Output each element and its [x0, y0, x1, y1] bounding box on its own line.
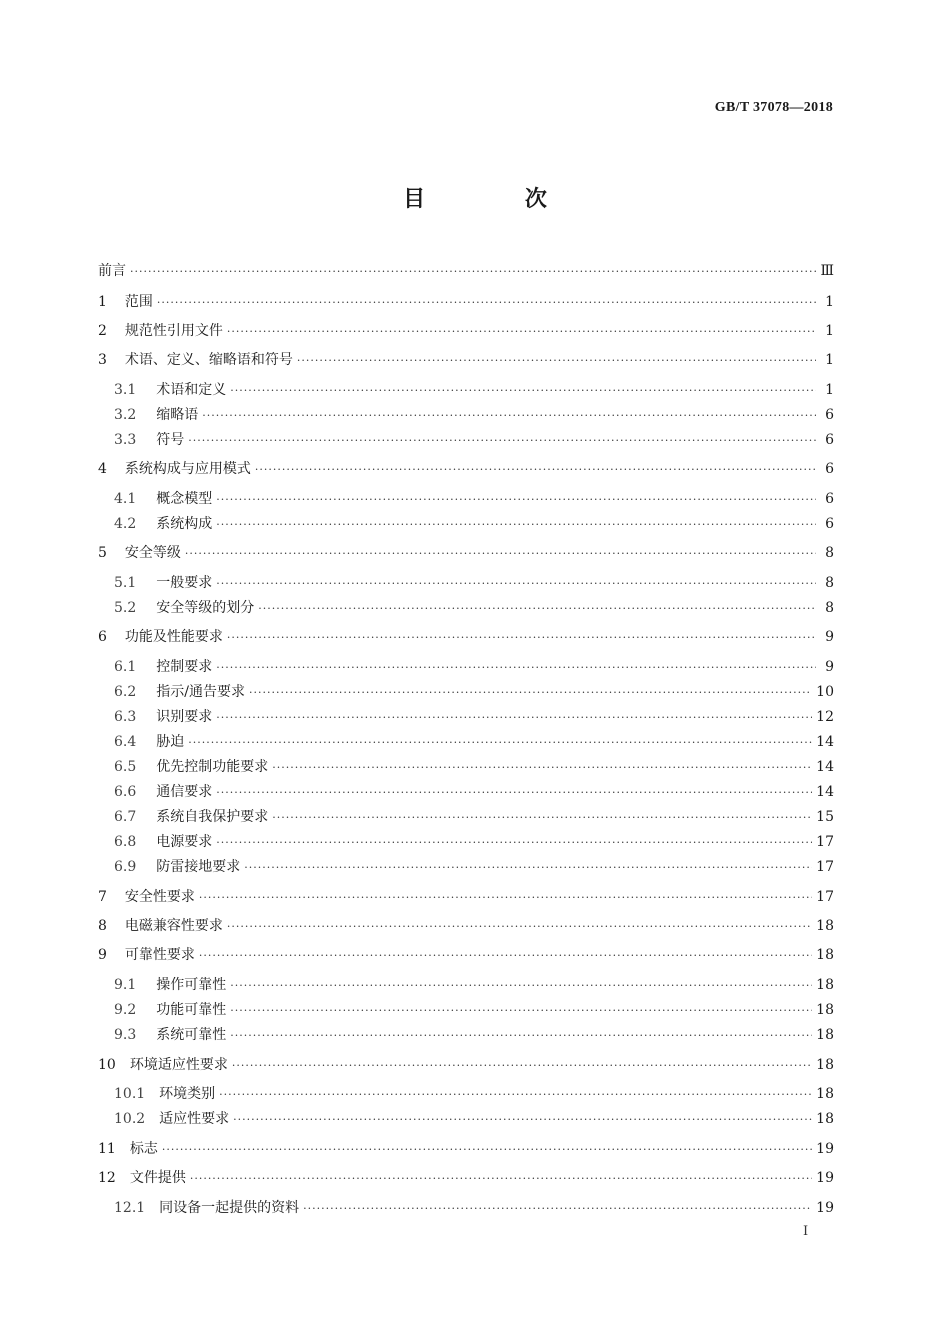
toc-entry[interactable] [98, 574, 834, 593]
toc-leader-dots [297, 352, 816, 370]
toc-entry-number: 8 [98, 918, 107, 934]
toc-entry-page: 6 [825, 432, 834, 448]
toc-leader-dots [185, 545, 816, 563]
toc-entry-number: 6.2 [114, 684, 137, 700]
toc-leader-dots [255, 461, 816, 479]
toc-entry-title: 防雷接地要求 [156, 859, 241, 875]
toc-leader-dots [303, 1200, 812, 1218]
toc-entry-page: 14 [816, 784, 834, 800]
toc-entry[interactable] [98, 858, 834, 877]
toc-leader-dots [232, 1057, 812, 1075]
toc-entry-title: 指示/通告要求 [156, 684, 245, 700]
toc-entry-title: 环境类别 [159, 1086, 216, 1102]
toc-entry-page: 18 [816, 1086, 834, 1102]
page-title: 目 次 [403, 186, 593, 212]
toc-entry-page: 14 [816, 734, 834, 750]
toc-leader-dots [188, 432, 816, 450]
toc-entry-page: 17 [816, 889, 834, 905]
toc-entry[interactable] [98, 1085, 834, 1104]
toc-leader-dots [190, 1170, 812, 1188]
toc-leader-dots [230, 382, 816, 400]
toc-entry[interactable] [98, 833, 834, 852]
toc-entry-number: 6.5 [114, 759, 137, 775]
toc-entry-number: 4.2 [114, 516, 137, 532]
toc-entry-title: 术语、定义、缩略语和符号 [124, 352, 293, 368]
toc-entry-number: 6.3 [114, 709, 137, 725]
page-number: I [803, 1224, 809, 1239]
toc-entry-title: 功能可靠性 [156, 1002, 227, 1018]
toc-entry[interactable] [98, 381, 834, 400]
toc-entry-number: 4 [98, 461, 107, 477]
toc-leader-dots [230, 1027, 812, 1045]
toc-leader-dots [230, 977, 812, 995]
toc-entry-page: 1 [825, 294, 834, 310]
toc-entry-number: 3.3 [114, 432, 137, 448]
toc-entry-title: 通信要求 [156, 784, 213, 800]
toc-entry[interactable] [98, 976, 834, 995]
toc-leader-dots [216, 659, 816, 677]
toc-entry[interactable] [98, 683, 834, 702]
toc-entry-number: 6.6 [114, 784, 137, 800]
toc-leader-dots [227, 629, 816, 647]
toc-entry-title: 文件提供 [129, 1170, 186, 1186]
toc-entry-page: 18 [816, 977, 834, 993]
toc-entry[interactable] [98, 460, 834, 479]
toc-entry-page: 17 [816, 834, 834, 850]
toc-entry-page: 9 [825, 659, 834, 675]
toc-entry-number: 4.1 [114, 491, 137, 507]
toc-entry[interactable] [98, 888, 834, 907]
toc-entry-page: 18 [816, 1111, 834, 1127]
toc-leader-dots [272, 759, 812, 777]
toc-entry[interactable] [98, 1140, 834, 1159]
toc-leader-dots [244, 859, 812, 877]
toc-entry[interactable] [98, 658, 834, 677]
toc-entry-number: 6.7 [114, 809, 137, 825]
toc-entry[interactable] [98, 1026, 834, 1045]
toc-entry-title: 安全等级 [124, 545, 181, 561]
toc-entry-title: 系统自我保护要求 [156, 809, 269, 825]
toc-entry-title: 适应性要求 [159, 1111, 230, 1127]
toc-entry-page: 8 [825, 575, 834, 591]
toc-entry-page: 15 [816, 809, 834, 825]
standard-code: GB/T 37078—2018 [714, 100, 833, 115]
toc-entry[interactable] [98, 917, 834, 936]
toc-entry[interactable] [98, 1199, 834, 1218]
toc-entry-title: 识别要求 [156, 709, 213, 725]
toc-entry[interactable] [98, 783, 834, 802]
toc-leader-dots [130, 263, 816, 281]
toc-entry-page: Ⅲ [820, 263, 834, 279]
toc-entry[interactable] [98, 1056, 834, 1075]
toc-leader-dots [162, 1141, 812, 1159]
toc-entry-page: 12 [816, 709, 834, 725]
toc-entry-page: 17 [816, 859, 834, 875]
toc-leader-dots [219, 1086, 812, 1104]
toc-entry-number: 5 [98, 545, 107, 561]
toc-entry-page: 19 [816, 1141, 834, 1157]
toc-entry-page: 18 [816, 1002, 834, 1018]
toc-entry[interactable] [98, 515, 834, 534]
toc-leader-dots [199, 889, 812, 907]
toc-entry-number: 11 [98, 1141, 116, 1157]
toc-entry-page: 14 [816, 759, 834, 775]
toc-entry-number: 9.3 [114, 1027, 137, 1043]
toc-entry-number: 1 [98, 294, 107, 310]
toc-entry[interactable] [98, 490, 834, 509]
toc-entry-number: 6.9 [114, 859, 137, 875]
toc-leader-dots [202, 407, 816, 425]
toc-entry-page: 6 [825, 516, 834, 532]
toc-leader-dots [227, 918, 812, 936]
toc-entry[interactable] [98, 628, 834, 647]
toc-entry-page: 6 [825, 407, 834, 423]
toc-entry-number: 10 [98, 1057, 116, 1073]
toc-entry[interactable] [98, 262, 834, 281]
toc-leader-dots [233, 1111, 812, 1129]
toc-entry-number: 6.4 [114, 734, 137, 750]
toc-entry-page: 8 [825, 545, 834, 561]
toc-entry[interactable] [98, 808, 834, 827]
toc-entry-title: 系统构成 [156, 516, 213, 532]
toc-entry-number: 6.8 [114, 834, 137, 850]
toc-entry-title: 系统可靠性 [156, 1027, 227, 1043]
toc-leader-dots [258, 600, 816, 618]
toc-entry-page: 6 [825, 461, 834, 477]
toc-leader-dots [272, 809, 812, 827]
toc-entry-title: 前言 [98, 263, 126, 279]
toc-entry-number: 6.1 [114, 659, 137, 675]
toc-entry-number: 9.2 [114, 1002, 137, 1018]
toc-entry-number: 5.1 [114, 575, 137, 591]
toc-entry-title: 胁迫 [156, 734, 185, 750]
toc-entry-number: 12.1 [114, 1200, 146, 1216]
toc-entry-number: 3 [98, 352, 107, 368]
toc-entry-title: 电源要求 [156, 834, 213, 850]
toc-leader-dots [227, 323, 816, 341]
toc-leader-dots [216, 709, 812, 727]
toc-entry-title: 一般要求 [156, 575, 213, 591]
toc-leader-dots [216, 516, 816, 534]
toc-entry-number: 5.2 [114, 600, 137, 616]
toc-entry[interactable] [98, 758, 834, 777]
toc-entry-page: 6 [825, 491, 834, 507]
toc-leader-dots [216, 575, 816, 593]
toc-entry-page: 18 [816, 1057, 834, 1073]
toc-entry-title: 概念模型 [156, 491, 213, 507]
toc-entry-page: 9 [825, 629, 834, 645]
toc-entry-number: 3.1 [114, 382, 137, 398]
toc-leader-dots [216, 784, 812, 802]
toc-entry[interactable] [98, 733, 834, 752]
toc-entry-number: 10.1 [114, 1086, 146, 1102]
toc-entry-page: 19 [816, 1200, 834, 1216]
toc-entry-page: 18 [816, 918, 834, 934]
toc-entry[interactable] [98, 599, 834, 618]
toc-entry-title: 可靠性要求 [124, 947, 195, 963]
toc-entry-number: 9.1 [114, 977, 137, 993]
toc-entry-title: 安全性要求 [124, 889, 195, 905]
toc-entry-title: 缩略语 [156, 407, 199, 423]
toc-entry-number: 6 [98, 629, 107, 645]
toc-leader-dots [216, 834, 812, 852]
toc-entry-number: 7 [98, 889, 107, 905]
toc-entry-title: 环境适应性要求 [129, 1057, 228, 1073]
toc-entry-page: 19 [816, 1170, 834, 1186]
toc-entry-title: 符号 [156, 432, 185, 448]
toc-entry[interactable] [98, 431, 834, 450]
toc-entry-title: 标志 [129, 1141, 158, 1157]
toc-entry-page: 1 [825, 382, 834, 398]
toc-entry[interactable] [98, 322, 834, 341]
toc-entry[interactable] [98, 1169, 834, 1188]
toc-entry[interactable] [98, 1110, 834, 1129]
toc-entry-title: 系统构成与应用模式 [124, 461, 251, 477]
toc-entry[interactable] [98, 708, 834, 727]
toc-entry-number: 9 [98, 947, 107, 963]
toc-entry[interactable] [98, 351, 834, 370]
toc-entry-title: 安全等级的划分 [156, 600, 255, 616]
toc-entry[interactable] [98, 406, 834, 425]
toc-entry-number: 2 [98, 323, 107, 339]
toc-entry-page: 18 [816, 947, 834, 963]
toc-leader-dots [157, 294, 816, 312]
toc-entry-title: 功能及性能要求 [124, 629, 223, 645]
toc-entry-page: 1 [825, 323, 834, 339]
toc-leader-dots [199, 947, 812, 965]
toc-entry-number: 10.2 [114, 1111, 146, 1127]
toc-entry-title: 控制要求 [156, 659, 213, 675]
toc-leader-dots [230, 1002, 812, 1020]
toc-entry-page: 18 [816, 1027, 834, 1043]
toc-entry-title: 同设备一起提供的资料 [159, 1200, 300, 1216]
toc-entry-page: 10 [816, 684, 834, 700]
toc-entry-title: 范围 [124, 294, 153, 310]
toc-entry-title: 规范性引用文件 [124, 323, 223, 339]
toc-entry-title: 术语和定义 [156, 382, 227, 398]
toc-entry-title: 操作可靠性 [156, 977, 227, 993]
toc-entry-page: 8 [825, 600, 834, 616]
toc-entry-number: 12 [98, 1170, 116, 1186]
toc-leader-dots [188, 734, 812, 752]
toc-entry-title: 优先控制功能要求 [156, 759, 269, 775]
toc-entry[interactable] [98, 1001, 834, 1020]
toc-entry-number: 3.2 [114, 407, 137, 423]
toc-entry-page: 1 [825, 352, 834, 368]
toc-entry[interactable] [98, 293, 834, 312]
toc-entry[interactable] [98, 946, 834, 965]
toc-entry-title: 电磁兼容性要求 [124, 918, 223, 934]
toc-leader-dots [249, 684, 812, 702]
toc-entry[interactable] [98, 544, 834, 563]
toc-leader-dots [216, 491, 816, 509]
